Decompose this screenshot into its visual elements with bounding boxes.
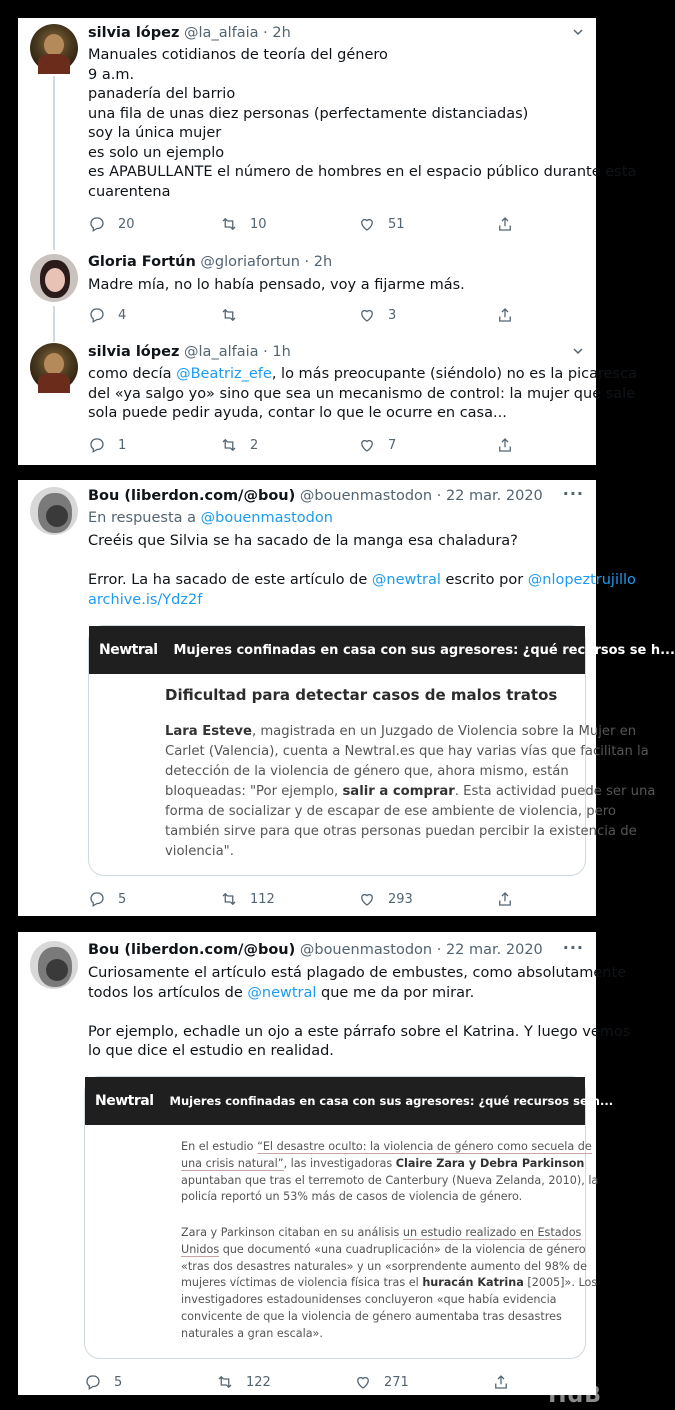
tweet-header bbox=[88, 942, 566, 958]
reply-prefix: En respuesta a bbox=[88, 510, 201, 526]
retweet-icon bbox=[216, 1373, 234, 1391]
share-icon bbox=[496, 215, 514, 233]
author-name[interactable]: Gloria Fortún bbox=[88, 254, 196, 270]
tweet-actions bbox=[88, 214, 528, 234]
like-button[interactable] bbox=[358, 435, 396, 455]
text-fragment: escrito por bbox=[440, 572, 528, 588]
share-icon bbox=[496, 890, 514, 908]
article-line bbox=[181, 1156, 585, 1173]
tweet-screenshot-2 bbox=[18, 480, 675, 916]
article-line bbox=[181, 1139, 592, 1156]
mention-link[interactable]: @newtral bbox=[371, 572, 441, 588]
tweet-line: lo que dice el estudio en realidad. bbox=[88, 1043, 334, 1059]
reply-count: 20 bbox=[118, 216, 135, 232]
watermark: HdB bbox=[548, 1383, 602, 1408]
blank-line bbox=[88, 1003, 584, 1023]
text-fragment: , las investigadoras bbox=[283, 1156, 396, 1170]
retweet-count: 2 bbox=[250, 437, 259, 453]
like-count: 7 bbox=[388, 437, 397, 453]
thread-connector bbox=[53, 306, 55, 342]
retweet-icon bbox=[220, 306, 238, 324]
avatar[interactable] bbox=[30, 487, 78, 535]
tweet-line: Curiosamente el artículo está plagado de embustes, como absolutamente bbox=[88, 965, 627, 981]
tweet-actions bbox=[88, 435, 528, 455]
reply-button[interactable] bbox=[88, 305, 126, 325]
share-icon bbox=[496, 306, 514, 324]
heart-icon bbox=[358, 890, 376, 908]
chevron-down-icon[interactable] bbox=[572, 345, 584, 357]
text-fragment: Zara y Parkinson citaban en su análisis bbox=[181, 1226, 403, 1239]
author-meta[interactable]: @la_alfaia · 2h bbox=[184, 25, 291, 41]
tweet-line: una fila de unas diez personas (perfectamente distanciadas) bbox=[88, 105, 529, 122]
tweet-line: 9 a.m. bbox=[88, 66, 135, 83]
like-button[interactable] bbox=[354, 1372, 409, 1392]
reply-button[interactable] bbox=[88, 889, 126, 909]
tweet-line: panadería del barrio bbox=[88, 86, 236, 102]
author-meta[interactable]: @bouenmastodon · 22 mar. 2020 bbox=[299, 488, 543, 504]
mention-link[interactable]: @Beatriz_efe bbox=[176, 366, 272, 382]
url-link[interactable]: archive.is/Ydz2f bbox=[88, 591, 203, 608]
text-fragment: . Esta actividad puede ser una bbox=[454, 784, 656, 799]
author-name[interactable]: silvia lópez bbox=[88, 344, 180, 360]
tweet-header bbox=[88, 25, 566, 41]
text-fragment: como decía bbox=[88, 366, 177, 382]
text-fragment: Error. La ha sacado de este artículo de bbox=[88, 572, 372, 588]
tweet-text bbox=[88, 964, 631, 1062]
share-button[interactable] bbox=[496, 305, 526, 325]
tweet-line: Por ejemplo, echadle un ojo a este párrafo sobre el Katrina. Y luego vemos bbox=[88, 1023, 631, 1040]
article-line: «tras dos desastres naturales» y un «sorprendente aumento del 98% de bbox=[181, 1259, 588, 1273]
text-fragment: mujeres víctimas de violencia física tras el bbox=[181, 1276, 423, 1290]
retweet-button[interactable] bbox=[220, 214, 267, 234]
tweet-line: es solo un ejemplo bbox=[88, 144, 225, 161]
bold-text: Claire Zara y Debra Parkinson bbox=[395, 1156, 585, 1170]
reply-button[interactable] bbox=[84, 1372, 122, 1392]
tweet-actions bbox=[88, 305, 528, 325]
heart-icon bbox=[354, 1373, 372, 1391]
article-line: policía reportó un 53% más de casos de violencia de género. bbox=[181, 1190, 523, 1204]
chevron-down-icon[interactable] bbox=[572, 26, 584, 38]
reply-count: 5 bbox=[118, 891, 127, 907]
text-fragment: . bbox=[635, 572, 641, 588]
like-button[interactable] bbox=[358, 214, 405, 234]
article-line: apuntaban que tras el terremoto de Canterbury (Nueva Zelanda, 2010), la bbox=[181, 1173, 599, 1187]
reply-icon bbox=[88, 890, 106, 908]
retweet-button[interactable] bbox=[220, 889, 275, 909]
author-name[interactable]: silvia lópez bbox=[88, 25, 180, 41]
share-button[interactable] bbox=[492, 1372, 522, 1392]
tweet-actions bbox=[88, 889, 528, 909]
tweet-actions bbox=[84, 1372, 524, 1392]
article-line: convicente de que la violencia de género aumentaba tras desastres bbox=[181, 1309, 562, 1323]
avatar[interactable] bbox=[30, 343, 78, 391]
author-name[interactable]: Bou (liberdon.com/@bou) bbox=[88, 942, 296, 958]
article-line: también sirve para que otras personas puedan percibir la existencia de bbox=[165, 824, 637, 839]
tweet-gloria[interactable] bbox=[18, 246, 596, 338]
author-meta[interactable]: @la_alfaia · 1h bbox=[184, 344, 291, 360]
tweet-line: Creéis que Silvia se ha sacado de la manga esa chaladura? bbox=[88, 533, 518, 549]
tweet-header bbox=[88, 344, 566, 360]
retweet-count: 112 bbox=[250, 891, 275, 907]
share-button[interactable] bbox=[496, 214, 526, 234]
more-options-icon[interactable]: ··· bbox=[562, 484, 584, 503]
tweet-bou-1[interactable] bbox=[18, 480, 675, 916]
author-meta[interactable]: @bouenmastodon · 22 mar. 2020 bbox=[299, 942, 543, 958]
article-header-bar bbox=[89, 626, 675, 674]
reply-context bbox=[88, 510, 333, 526]
newtral-logo: Newtral bbox=[95, 1093, 154, 1109]
tweet-bou-2[interactable] bbox=[18, 932, 631, 1395]
reply-icon bbox=[88, 215, 106, 233]
tweet-silvia-2[interactable] bbox=[18, 338, 637, 465]
mention-link[interactable]: @bouenmastodon bbox=[200, 510, 333, 526]
reply-count: 4 bbox=[118, 307, 127, 323]
retweet-icon bbox=[220, 215, 238, 233]
article-line bbox=[181, 1242, 586, 1259]
article-line bbox=[181, 1275, 598, 1292]
article-line: detección de la violencia de género que, ahora mismo, están bbox=[165, 764, 569, 779]
heart-icon bbox=[358, 436, 376, 454]
tweet-line: del «ya salgo yo» sino que sea un mecanismo de control: la mujer que sale bbox=[88, 385, 636, 402]
underlined-link: Unidos bbox=[181, 1242, 220, 1256]
retweet-count: 122 bbox=[246, 1374, 271, 1390]
tweet-line: Madre mía, no lo había pensado, voy a fijarme más. bbox=[88, 277, 465, 293]
tweet-line: cuarentena bbox=[88, 183, 171, 200]
avatar[interactable] bbox=[30, 941, 78, 989]
mention-link[interactable]: @newtral bbox=[247, 984, 317, 1001]
text-fragment: bloqueadas: "Por ejemplo, bbox=[165, 784, 343, 799]
text-fragment: que documentó «una cuadruplicación» de la violencia de género bbox=[219, 1242, 586, 1256]
share-button[interactable] bbox=[496, 889, 526, 909]
article-line: investigadores estadounidenses concluyeron «que había evidencia bbox=[181, 1293, 557, 1307]
reply-button[interactable] bbox=[88, 214, 135, 234]
article-title: Mujeres confinadas en casa con sus agresores: ¿qué recursos se h... bbox=[173, 642, 675, 658]
underlined-link: “El desastre oculto: la violencia de género como secuela de bbox=[257, 1140, 592, 1153]
like-count: 293 bbox=[388, 891, 413, 907]
tweet-line bbox=[88, 365, 637, 385]
article-image-card[interactable] bbox=[84, 1076, 614, 1359]
text-fragment: En el estudio bbox=[181, 1140, 258, 1153]
like-count: 271 bbox=[384, 1374, 409, 1390]
retweet-button[interactable] bbox=[220, 435, 258, 455]
reply-count: 1 bbox=[118, 437, 127, 453]
article-title: Mujeres confinadas en casa con sus agresores: ¿qué recursos se h... bbox=[169, 1094, 614, 1108]
mention-link[interactable]: @nlopeztrujillo bbox=[527, 572, 636, 588]
retweet-button[interactable] bbox=[216, 1372, 271, 1392]
thread-connector bbox=[53, 76, 55, 250]
avatar[interactable] bbox=[30, 254, 78, 302]
article-line: Carlet (Valencia), cuenta a Newtral.es que hay varias vías que facilitan la bbox=[165, 744, 649, 759]
bold-name: Lara Esteve bbox=[165, 724, 252, 739]
retweet-count: 10 bbox=[250, 216, 267, 232]
retweet-icon bbox=[220, 436, 238, 454]
article-image-card[interactable] bbox=[88, 625, 675, 876]
tweet-header bbox=[88, 488, 566, 504]
blank-line bbox=[88, 552, 584, 572]
underlined-link: una crisis natural” bbox=[181, 1156, 284, 1170]
like-count: 3 bbox=[388, 307, 397, 323]
share-button[interactable] bbox=[496, 435, 526, 455]
text-fragment: , lo más preocupante (siéndolo) no es la picaresca bbox=[271, 366, 637, 382]
reply-icon bbox=[84, 1373, 102, 1391]
bold-text: salir a comprar bbox=[342, 784, 455, 799]
article-heading: Dificultad para detectar casos de malos tratos bbox=[165, 686, 558, 704]
text-fragment: [2005]». Los bbox=[523, 1276, 598, 1290]
article-line: forma de socializar y de escapar de ese ambiente de violencia, pero bbox=[165, 804, 616, 819]
text-fragment: , magistrada en un Juzgado de Violencia sobre la Mujer en bbox=[251, 724, 637, 739]
tweet-line: Manuales cotidianos de teoría del género bbox=[88, 47, 388, 63]
article-paragraph bbox=[165, 722, 656, 862]
tweet-screenshot-3 bbox=[18, 932, 631, 1395]
tweet-text bbox=[88, 276, 584, 296]
heart-icon bbox=[358, 306, 376, 324]
reply-icon bbox=[88, 436, 106, 454]
article-line bbox=[165, 782, 656, 802]
bold-text: huracán Katrina bbox=[422, 1276, 524, 1290]
share-icon bbox=[492, 1373, 510, 1391]
reply-button[interactable] bbox=[88, 435, 126, 455]
tweet-line: sola puede pedir ayuda, contar lo que le ocurre en casa... bbox=[88, 405, 507, 421]
author-meta[interactable]: @gloriafortun · 2h bbox=[200, 254, 333, 270]
newtral-logo: Newtral bbox=[99, 642, 158, 658]
share-icon bbox=[496, 436, 514, 454]
retweet-button[interactable] bbox=[220, 305, 250, 325]
tweet-header bbox=[88, 254, 566, 270]
author-name[interactable]: Bou (liberdon.com/@bou) bbox=[88, 488, 296, 504]
tweet-text bbox=[88, 532, 641, 610]
heart-icon bbox=[358, 215, 376, 233]
article-paragraph bbox=[181, 1225, 598, 1343]
avatar[interactable] bbox=[30, 24, 78, 72]
article-line: naturales a gran escala». bbox=[181, 1326, 323, 1340]
text-fragment: todos los artículos de bbox=[88, 984, 248, 1001]
tweet-text bbox=[88, 365, 637, 424]
tweet-line bbox=[88, 571, 641, 591]
text-fragment: que me da por mirar. bbox=[316, 984, 475, 1001]
article-header-bar bbox=[85, 1077, 614, 1125]
like-button[interactable] bbox=[358, 889, 413, 909]
article-paragraph bbox=[181, 1139, 599, 1206]
underlined-link: un estudio realizado en Estados bbox=[402, 1226, 582, 1239]
reply-count: 5 bbox=[114, 1374, 123, 1390]
like-count: 51 bbox=[388, 216, 405, 232]
thread-screenshot-1 bbox=[18, 18, 637, 465]
more-options-icon[interactable]: ··· bbox=[562, 938, 584, 957]
article-line bbox=[181, 1225, 582, 1242]
article-line bbox=[165, 722, 637, 742]
tweet-line: soy la única mujer bbox=[88, 125, 222, 141]
tweet-silvia-1[interactable] bbox=[18, 18, 637, 246]
tweet-line bbox=[88, 984, 584, 1004]
tweet-text bbox=[88, 46, 637, 202]
like-button[interactable] bbox=[358, 305, 396, 325]
reply-icon bbox=[88, 306, 106, 324]
tweet-line: es APABULLANTE el número de hombres en el espacio público durante esta bbox=[88, 164, 637, 180]
article-line: violencia". bbox=[165, 844, 234, 859]
retweet-icon bbox=[220, 890, 238, 908]
